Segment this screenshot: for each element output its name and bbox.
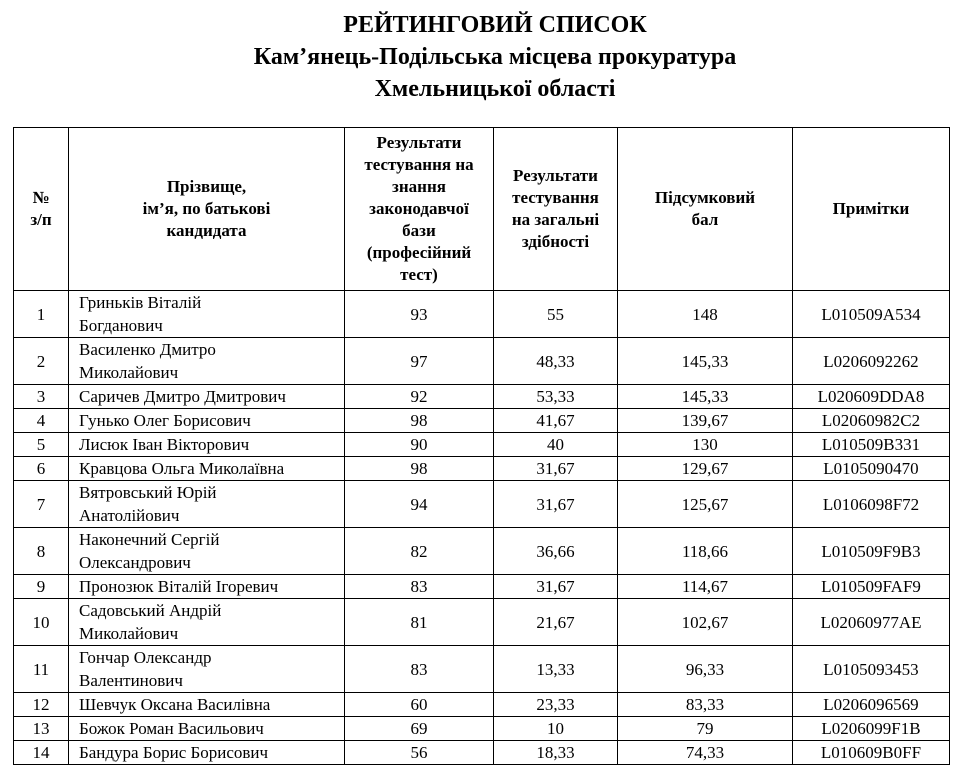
general-test-score: 31,67 [494,481,618,528]
legal-test-score: 56 [345,741,494,765]
total-score: 79 [618,717,793,741]
candidate-name: Наконечний Сергій Олександрович [69,528,345,575]
candidate-name: Шевчук Оксана Василівна [69,693,345,717]
total-score: 74,33 [618,741,793,765]
candidate-code: L020609DDA8 [793,385,950,409]
row-number: 5 [14,433,69,457]
general-test-score: 23,33 [494,693,618,717]
legal-test-score: 98 [345,457,494,481]
table-body [14,291,950,765]
candidate-name: Вятровський Юрій Анатолійович [69,481,345,528]
legal-test-score: 60 [345,693,494,717]
candidate-code: L02060977AE [793,599,950,646]
legal-test-score: 82 [345,528,494,575]
legal-test-score: 69 [345,717,494,741]
total-score: 118,66 [618,528,793,575]
candidate-code: L010609B0FF [793,741,950,765]
header-number: № з/п [14,128,69,291]
row-number: 14 [14,741,69,765]
candidate-code: L010509F9B3 [793,528,950,575]
header-notes: Примітки [793,128,950,291]
candidate-name: Бандура Борис Борисович [69,741,345,765]
legal-test-score: 97 [345,338,494,385]
row-number: 3 [14,385,69,409]
general-test-score: 55 [494,291,618,338]
legal-test-score: 81 [345,599,494,646]
total-score: 145,33 [618,338,793,385]
table-header-row [14,128,950,291]
candidate-name: Кравцова Ольга Миколаївна [69,457,345,481]
region-name: Хмельницької області [374,76,616,102]
general-test-score: 21,67 [494,599,618,646]
prosecutor-office-name: Кам’янець-Подільська місцева прокуратура [253,44,737,70]
table-row [14,457,950,481]
rating-table [13,127,950,765]
candidate-name: Садовський Андрій Миколайович [69,599,345,646]
candidate-code: L010509FAF9 [793,575,950,599]
table-row [14,338,950,385]
general-test-score: 31,67 [494,575,618,599]
table-row [14,741,950,765]
table-row [14,291,950,338]
candidate-code: L010509A534 [793,291,950,338]
table-row [14,646,950,693]
total-score: 130 [618,433,793,457]
general-test-score: 40 [494,433,618,457]
candidate-name: Божок Роман Васильович [69,717,345,741]
table-row [14,528,950,575]
total-score: 145,33 [618,385,793,409]
table-row [14,385,950,409]
row-number: 2 [14,338,69,385]
document-title: РЕЙТИНГОВИЙ СПИСОК [343,12,647,38]
row-number: 12 [14,693,69,717]
legal-test-score: 90 [345,433,494,457]
table-row [14,693,950,717]
header-legal-test: Результати тестування на знання законодавчої бази (професійний тест) [345,128,494,291]
candidate-code: L0105093453 [793,646,950,693]
table-row [14,409,950,433]
candidate-code: L0206096569 [793,693,950,717]
candidate-name: Гончар Олександр Валентинович [69,646,345,693]
header-name: Прізвище, ім’я, по батькові кандидата [69,128,345,291]
legal-test-score: 98 [345,409,494,433]
row-number: 10 [14,599,69,646]
candidate-name: Василенко Дмитро Миколайович [69,338,345,385]
row-number: 7 [14,481,69,528]
candidate-code: L0105090470 [793,457,950,481]
general-test-score: 18,33 [494,741,618,765]
total-score: 139,67 [618,409,793,433]
general-test-score: 36,66 [494,528,618,575]
candidate-code: L02060982C2 [793,409,950,433]
general-test-score: 31,67 [494,457,618,481]
row-number: 8 [14,528,69,575]
row-number: 1 [14,291,69,338]
candidate-name: Гунько Олег Борисович [69,409,345,433]
table-row [14,433,950,457]
candidate-name: Лисюк Іван Вікторович [69,433,345,457]
legal-test-score: 93 [345,291,494,338]
legal-test-score: 83 [345,646,494,693]
legal-test-score: 94 [345,481,494,528]
row-number: 13 [14,717,69,741]
candidate-name: Саричев Дмитро Дмитрович [69,385,345,409]
total-score: 114,67 [618,575,793,599]
total-score: 129,67 [618,457,793,481]
row-number: 4 [14,409,69,433]
general-test-score: 13,33 [494,646,618,693]
total-score: 125,67 [618,481,793,528]
general-test-score: 10 [494,717,618,741]
total-score: 102,67 [618,599,793,646]
candidate-code: L010509B331 [793,433,950,457]
legal-test-score: 83 [345,575,494,599]
candidate-name: Гриньків Віталій Богданович [69,291,345,338]
total-score: 96,33 [618,646,793,693]
table-row [14,599,950,646]
total-score: 148 [618,291,793,338]
legal-test-score: 92 [345,385,494,409]
row-number: 9 [14,575,69,599]
general-test-score: 53,33 [494,385,618,409]
row-number: 11 [14,646,69,693]
candidate-name: Пронозюк Віталій Ігоревич [69,575,345,599]
table-row [14,481,950,528]
header-general-test: Результати тестування на загальні здібності [494,128,618,291]
total-score: 83,33 [618,693,793,717]
candidate-code: L0206099F1B [793,717,950,741]
general-test-score: 41,67 [494,409,618,433]
general-test-score: 48,33 [494,338,618,385]
table-row [14,575,950,599]
table-row [14,717,950,741]
candidate-code: L0206092262 [793,338,950,385]
row-number: 6 [14,457,69,481]
candidate-code: L0106098F72 [793,481,950,528]
header-total-score: Підсумковий бал [618,128,793,291]
